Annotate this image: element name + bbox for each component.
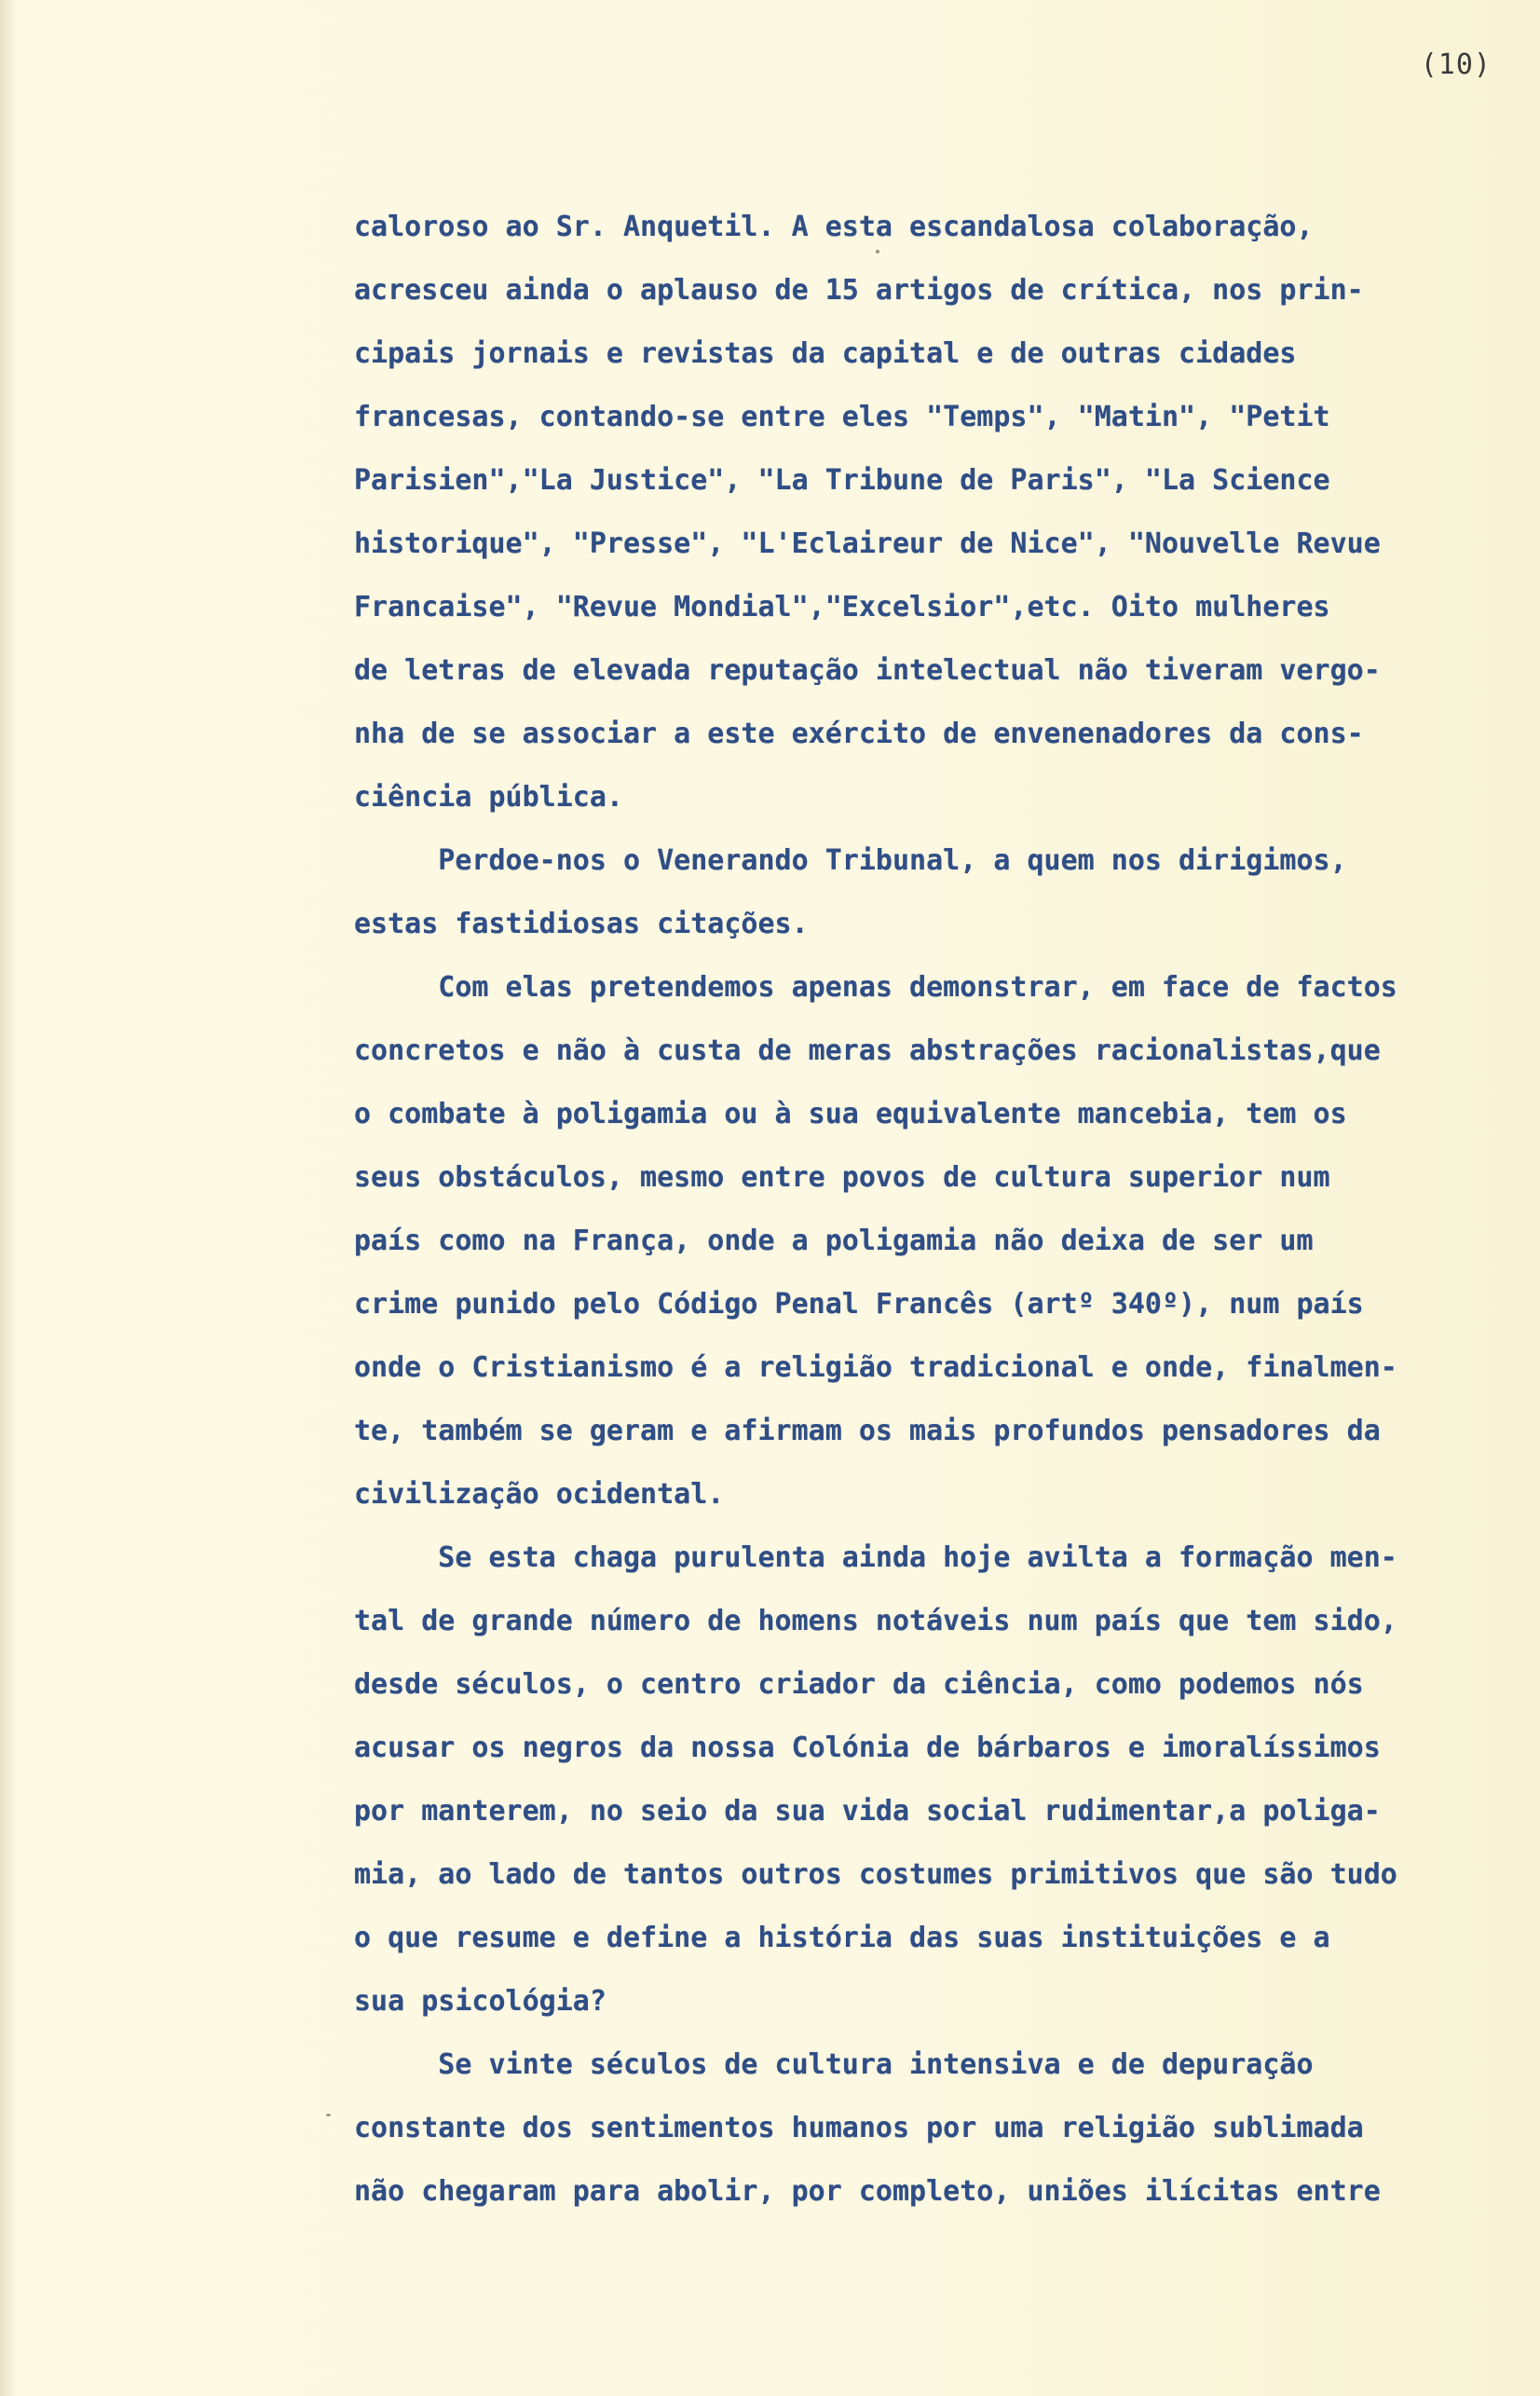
text-line: francesas, contando-se entre eles "Temps", "Matin", "Petit [354,401,1330,433]
text-line: desde séculos, o centro criador da ciência, como podemos nós [354,1668,1364,1701]
page-number: (10) [1420,48,1492,81]
paragraph-5 [354,2033,1491,2224]
text-line: seus obstáculos, mesmo entre povos de cultura superior num [354,1161,1330,1194]
text-line: constante dos sentimentos humanos por uma religião sublimada [354,2112,1364,2144]
text-line: o que resume e define a história das suas instituições e a [354,1922,1330,1954]
text-line: caloroso ao Sr. Anquetil. A esta escandalosa colaboração, [354,211,1314,243]
paragraph-4 [354,1527,1491,2033]
text-line: onde o Cristianismo é a religião tradicional e onde, finalmen- [354,1351,1397,1384]
text-line: não chegaram para abolir, por completo, uniões ilícitas entre [354,2175,1381,2208]
text-line: Francaise", "Revue Mondial","Excelsior",etc. Oito mulheres [354,591,1330,623]
text-line: Com elas pretendemos apenas demonstrar, em face de factos [354,971,1397,1004]
text-line: estas fastidiosas citações. [354,908,809,940]
text-line: civilização ocidental. [354,1478,725,1511]
text-line: tal de grande número de homens notáveis num país que tem sido, [354,1605,1397,1637]
paragraph-3 [354,956,1491,1527]
text-line: acusar os negros da nossa Colónia de bárbaros e imoralíssimos [354,1732,1381,1764]
text-line: o combate à poligamia ou à sua equivalente mancebia, tem os [354,1098,1347,1130]
text-line: país como na França, onde a poligamia não deixa de ser um [354,1225,1314,1257]
text-line: ciência pública. [354,781,623,814]
text-line: sua psicológia? [354,1985,606,2018]
paragraph-1 [354,196,1491,829]
text-line: concretos e não à custa de meras abstrações racionalistas,que [354,1034,1381,1067]
paper-speck [876,250,879,253]
document-body [354,196,1491,2224]
text-line: te, também se geram e afirmam os mais profundos pensadores da [354,1415,1381,1447]
text-line: mia, ao lado de tantos outros costumes primitivos que são tudo [354,1858,1397,1891]
text-line: Se vinte séculos de cultura intensiva e de depuração [354,2048,1314,2081]
text-line: acresceu ainda o aplauso de 15 artigos de crítica, nos prin- [354,274,1364,307]
text-line: crime punido pelo Código Penal Francês (artº 340º), num país [354,1288,1364,1321]
paper-speck [326,2114,331,2116]
text-line: Perdoe-nos o Venerando Tribunal, a quem nos dirigimos, [354,844,1347,877]
text-line: Parisien","La Justice", "La Tribune de Paris", "La Science [354,464,1330,497]
text-line: cipais jornais e revistas da capital e de outras cidades [354,337,1297,370]
text-line: nha de se associar a este exército de envenenadores da cons- [354,718,1364,750]
text-line: Se esta chaga purulenta ainda hoje avilta a formação men- [354,1541,1397,1574]
text-line: de letras de elevada reputação intelectual não tiveram vergo- [354,654,1381,687]
text-line: historique", "Presse", "L'Eclaireur de Nice", "Nouvelle Revue [354,527,1381,560]
paragraph-2 [354,829,1491,956]
text-line: por manterem, no seio da sua vida social rudimentar,a poliga- [354,1795,1381,1828]
